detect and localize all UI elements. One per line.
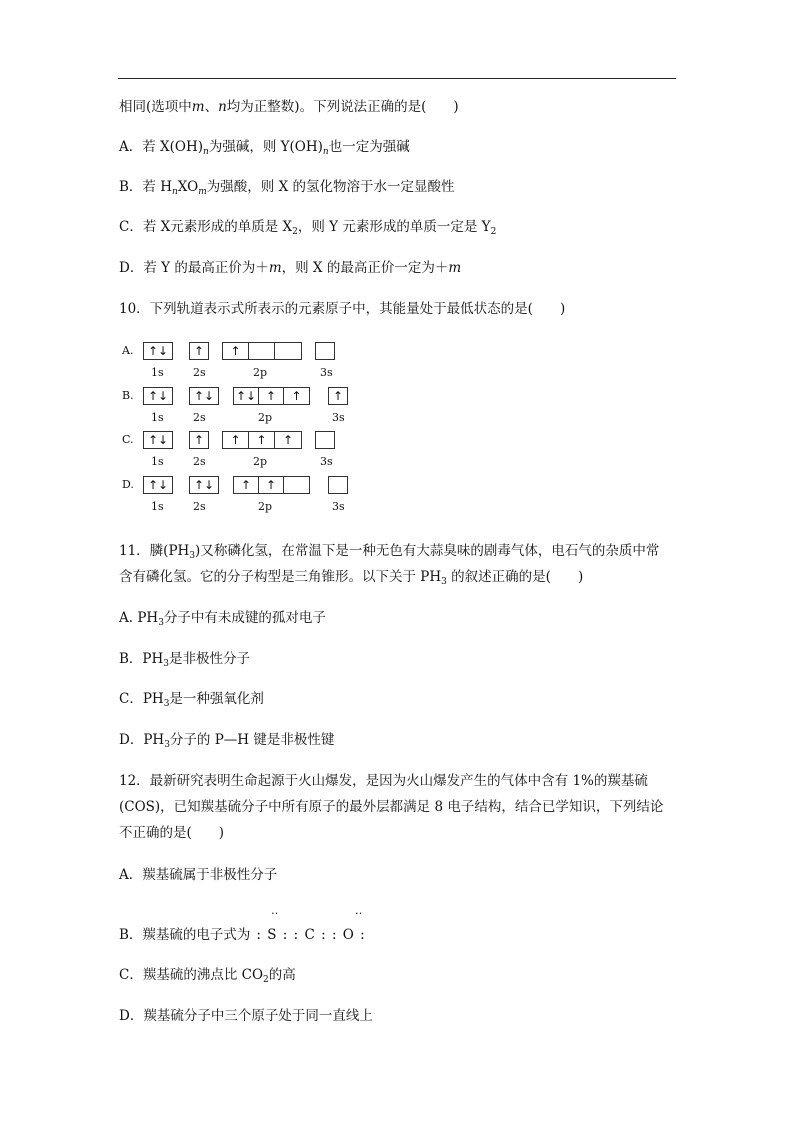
lone-pair-dots-o: ‥: [355, 904, 364, 917]
orbital-2s: [189, 387, 219, 405]
q11-option-c: C．$PH_3$是一种强氧化剂: [119, 691, 264, 709]
orbital-cell: [275, 343, 301, 359]
q11-stem-2: 含有磷化氢。它的分子构型是三角锥形。以下关于 $PH_3$ 的叙述正确的是( ): [119, 569, 584, 587]
orbital-sublabel-2p: 2p: [258, 500, 273, 513]
q10-stem: 10．下列轨道表示式所表示的元素原子中，其能量处于最低状态的是( ): [119, 301, 566, 317]
orbital-1s: [143, 387, 173, 405]
lone-pair-dots-s: ‥: [271, 904, 280, 917]
orbital-sublabel-2p: 2p: [253, 366, 268, 379]
orbital-row-label: D.: [122, 478, 134, 491]
orbital-cell: ↑: [223, 432, 249, 448]
orbital-cell: [249, 343, 275, 359]
orbital-sublabel-2s: 2s: [193, 500, 206, 513]
orbital-sublabel-3s: 3s: [332, 411, 345, 424]
orbital-cell: [316, 432, 334, 448]
q9-option-b: B．若 $H_nXO_m$为强酸，则 X 的氢化物溶于水一定显酸性: [119, 179, 455, 197]
q9-option-c: C．若 X元素形成的单质是 $X_2$，则 Y 元素形成的单质一定是 $Y_2$: [119, 219, 497, 237]
q12-option-a: A．羰基硫属于非极性分子: [119, 867, 278, 883]
orbital-cell: ↑: [234, 477, 259, 493]
orbital-cell: ↑: [291, 389, 302, 403]
electron-formula: : S : : C : : O :: [256, 927, 366, 943]
orbital-cell: [316, 343, 334, 359]
orbital-cell: ↑↓: [193, 478, 215, 492]
q9-option-a: A．若 $X(OH)_n$为强碱，则 $Y(OH)_n$也一定为强碱: [119, 139, 410, 157]
orbital-sublabel-1s: 1s: [151, 411, 164, 424]
orbital-row-label: B.: [122, 389, 134, 402]
orbital-sublabel-1s: 1s: [151, 366, 164, 379]
orbital-sublabel-3s: 3s: [332, 500, 345, 513]
orbital-2p: [233, 387, 310, 405]
orbital-1s: [143, 342, 173, 360]
orbital-1s: [143, 431, 173, 449]
orbital-sublabel-2s: 2s: [193, 455, 206, 468]
q12-option-b: B．羰基硫的电子式为 : S : : C : : O :: [119, 927, 366, 943]
orbital-sublabel-2s: 2s: [193, 411, 206, 424]
orbital-cell: ↑: [332, 389, 344, 403]
orbital-2p: [222, 431, 302, 449]
orbital-sublabel-1s: 1s: [151, 455, 164, 468]
orbital-cell: ↑: [259, 388, 284, 404]
q11-stem-1: 11．膦$(PH_3)$又称磷化氢，在常温下是一种无色有大蒜臭味的剧毒气体，电石气的杂质中常: [119, 543, 660, 561]
q12-stem-1: 12．最新研究表明生命起源于火山爆发，是因为火山爆发产生的气体中含有 1%的羰基硫: [119, 773, 648, 789]
orbital-cell: ↑↓: [147, 478, 169, 492]
orbital-sublabel-3s: 3s: [320, 366, 333, 379]
orbital-3s: [328, 387, 348, 405]
q12-stem-2: (COS)，已知羰基硫分子中所有原子的最外层都满足 8 电子结构，结合已学知识，下列结论: [119, 799, 664, 815]
orbital-cell: ↑: [193, 344, 205, 358]
orbital-row-label: C.: [122, 433, 134, 446]
q9-option-d: D．若 Y 的最高正价为＋m，则 X 的最高正价一定为＋m: [119, 260, 462, 276]
orbital-cell: ↑↓: [234, 388, 259, 404]
orbital-3s: [315, 342, 335, 360]
orbital-sublabel-1s: 1s: [151, 500, 164, 513]
orbital-2p: [222, 342, 302, 360]
orbital-cell: ↑: [259, 477, 284, 493]
orbital-sublabel-3s: 3s: [320, 455, 333, 468]
orbital-cell: ↑: [249, 432, 275, 448]
orbital-3s: [328, 476, 348, 494]
orbital-cell: ↑↓: [147, 344, 169, 358]
q11-option-a: A. $PH_3$分子中有未成键的孤对电子: [119, 610, 326, 628]
q9-continuation: 相同(选项中m、n均为正整数)。下列说法正确的是( ): [119, 99, 459, 115]
orbital-row-label: A.: [122, 344, 134, 357]
q12-option-d: D．羰基硫分子中三个原子处于同一直线上: [119, 1008, 373, 1024]
orbital-cell: ↑↓: [193, 389, 215, 403]
orbital-2s: [189, 476, 219, 494]
orbital-cell: ↑↓: [147, 389, 169, 403]
orbital-cell: ↑: [193, 433, 205, 447]
q11-option-d: D．$PH_3$分子的 P—H 键是非极性键: [119, 732, 335, 750]
orbital-2p: [233, 476, 310, 494]
orbital-cell: ↑↓: [147, 433, 169, 447]
q12-option-c: C．羰基硫的沸点比 $CO_2$的高: [119, 967, 296, 985]
q11-option-b: B．$PH_3$是非极性分子: [119, 651, 251, 669]
orbital-cell: [284, 477, 309, 493]
orbital-sublabel-2s: 2s: [193, 366, 206, 379]
orbital-cell: ↑: [282, 433, 294, 447]
orbital-1s: [143, 476, 173, 494]
orbital-2s: [189, 431, 209, 449]
orbital-cell: ↑: [223, 343, 249, 359]
orbital-2s: [189, 342, 209, 360]
q12-stem-3: 不正确的是( ): [119, 825, 225, 841]
orbital-sublabel-2p: 2p: [253, 455, 268, 468]
orbital-3s: [315, 431, 335, 449]
orbital-cell: [329, 477, 347, 493]
orbital-sublabel-2p: 2p: [258, 411, 273, 424]
header-rule: [118, 78, 676, 79]
